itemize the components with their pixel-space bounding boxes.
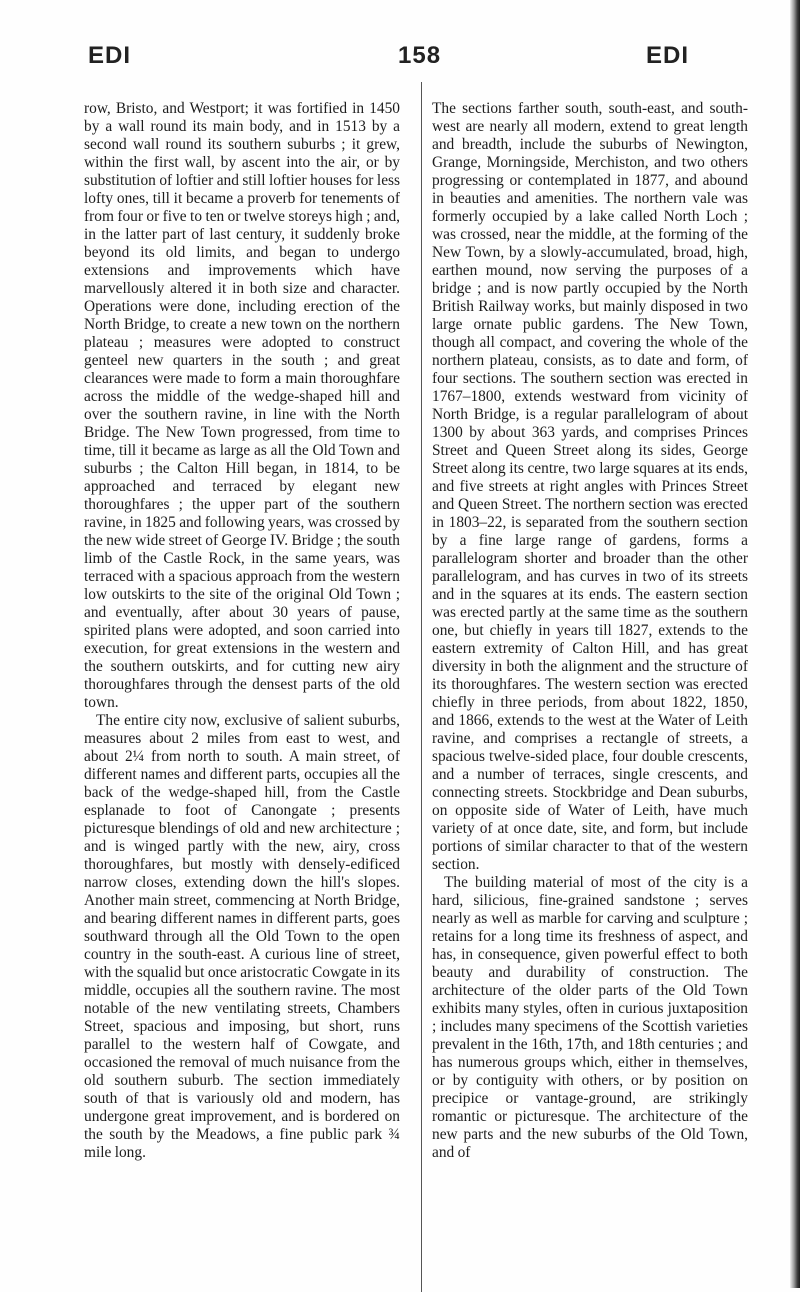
paragraph: The building material of most of the city is a hard, silicious, fine-grained sandstone ; serves nearly as well as marble for carving and sculpture ; retains for a long time its freshness of aspect, and has, in consequence, given powerful effect to both beauty and durability of construction. The architecture of the older parts of the Old Town exhibits many styles, often in curious juxtaposition ; includes many specimens of the Scottish varieties prevalent in the 16th, 17th, and 18th centuries ; and has numerous groups which, either in themselves, or by contiguity with others, or by position on precipice or vantage-ground, are strikingly romantic or picturesque. The architecture of the new parts and the new suburbs of the Old Town, and of (432, 874, 748, 1161)
paragraph: row, Bristo, and Westport; it was fortified in 1450 by a wall round its main body, and in 1513 by a second wall round its southern suburbs ; it grew, within the first wall, by ascent into the air, or by substitution of loftier and still loftier houses for less lofty ones, till it became a proverb for tenements of from four or five to ten or twelve storeys high ; and, in the latter part of last century, it suddenly broke beyond its old limits, and began to undergo extensions and improvements which have marvellously altered it in both size and character. Operations were done, including erection of the North Bridge, to create a new town on the northern plateau ; measures were adopted to construct genteel new quarters in the south ; and great clearances were made to form a main thoroughfare across the middle of the wedge-shaped hill and over the southern ravine, in line with the North Bridge. The New Town progressed, from time to time, till it became as large as all the Old Town and suburbs ; the Calton Hill began, in 1814, to be approached and terraced by elegant new thoroughfares ; the upper part of the southern ravine, in 1825 and following years, was crossed by the new wide street of George IV. Bridge ; the south limb of the Castle Rock, in the same years, was terraced with a spacious approach from the western low outskirts to the site of the original Old Town ; and eventually, after about 30 years of pause, spirited plans were adopted, and soon carried into execution, for great extensions in the western and the southern outskirts, and for cutting new airy thoroughfares through the densest parts of the old town. (84, 100, 400, 711)
column-divider (421, 82, 422, 1292)
left-column (84, 100, 400, 1162)
running-header (78, 42, 778, 72)
paragraph: The entire city now, exclusive of salient suburbs, measures about 2 miles from east to west, and about 2¼ from north to south. A main street, of different names and different parts, occupies all the back of the wedge-shaped hill, from the Castle esplanade to foot of Canongate ; presents picturesque blendings of old and new architecture ; and is winged partly with the new, airy, cross thoroughfares, but mostly with densely-edificed narrow closes, extending down the hill's slopes. Another main street, commencing at North Bridge, and bearing different names in different parts, goes southward through all the Old Town to the open country in the south-east. A curious line of street, with the squalid but once aristocratic Cowgate in its middle, occupies all the southern ravine. The most notable of the new ventilating streets, Chambers Street, spacious and imposing, but short, runs parallel to the western half of Cowgate, and occasioned the removal of much nuisance from the old southern suburb. The section immediately south of that is variously old and modern, has undergone great improvement, and is bordered on the south by the Meadows, a fine public park ¾ mile long. (84, 712, 400, 1161)
paragraph: The sections farther south, south-east, and south-west are nearly all modern, extend to great length and breadth, include the suburbs of Newington, Grange, Morningside, Merchiston, and two others progressing or contemplated in 1877, and abound in beauties and amenities. The northern vale was formerly occupied by a lake called North Loch ; was crossed, near the middle, at the forming of the New Town, by a slowly-accumulated, broad, high, earthen mound, now serving the purposes of a bridge ; and is now partly occupied by the North British Railway works, but mainly disposed in two large ornate public gardens. The New Town, though all compact, and covering the whole of the northern plateau, consists, as to date and form, of four sections. The southern section was erected in 1767–1800, extends westward from vicinity of North Bridge, is a regular parallelogram of about 1300 by about 363 yards, and comprises Princes Street and Queen Street along its sides, George Street along its centre, two large squares at its ends, and five streets at right angles with Princes Street and Queen Street. The northern section was erected in 1803–22, is separated from the southern section by a fine large range of gardens, forms a parallelogram shorter and broader than the other parallelogram, and has curves in two of its streets and in the squares at its ends. The eastern section was erected partly at the same time as the southern one, but chiefly in years till 1827, extends to the eastern extremity of Calton Hill, and has great diversity in both the alignment and the structure of its thoroughfares. The western section was erected chiefly in three periods, from about 1822, 1850, and 1866, extends to the west at the Water of Leith ravine, and comprises a rectangle of streets, a spacious twelve-sided place, four double crescents, and a number of terraces, single crescents, and connecting streets. Stockbridge and Dean suburbs, on opposite side of Water of Leith, have much variety of at once date, site, and form, but include portions of similar character to that of the western section. (432, 100, 748, 873)
page-number: 158 (398, 42, 442, 69)
header-right-guide-word: EDI (646, 42, 690, 69)
right-column (432, 100, 748, 1162)
header-left-guide-word: EDI (88, 42, 132, 69)
page-edge-shadow (790, 0, 800, 1288)
